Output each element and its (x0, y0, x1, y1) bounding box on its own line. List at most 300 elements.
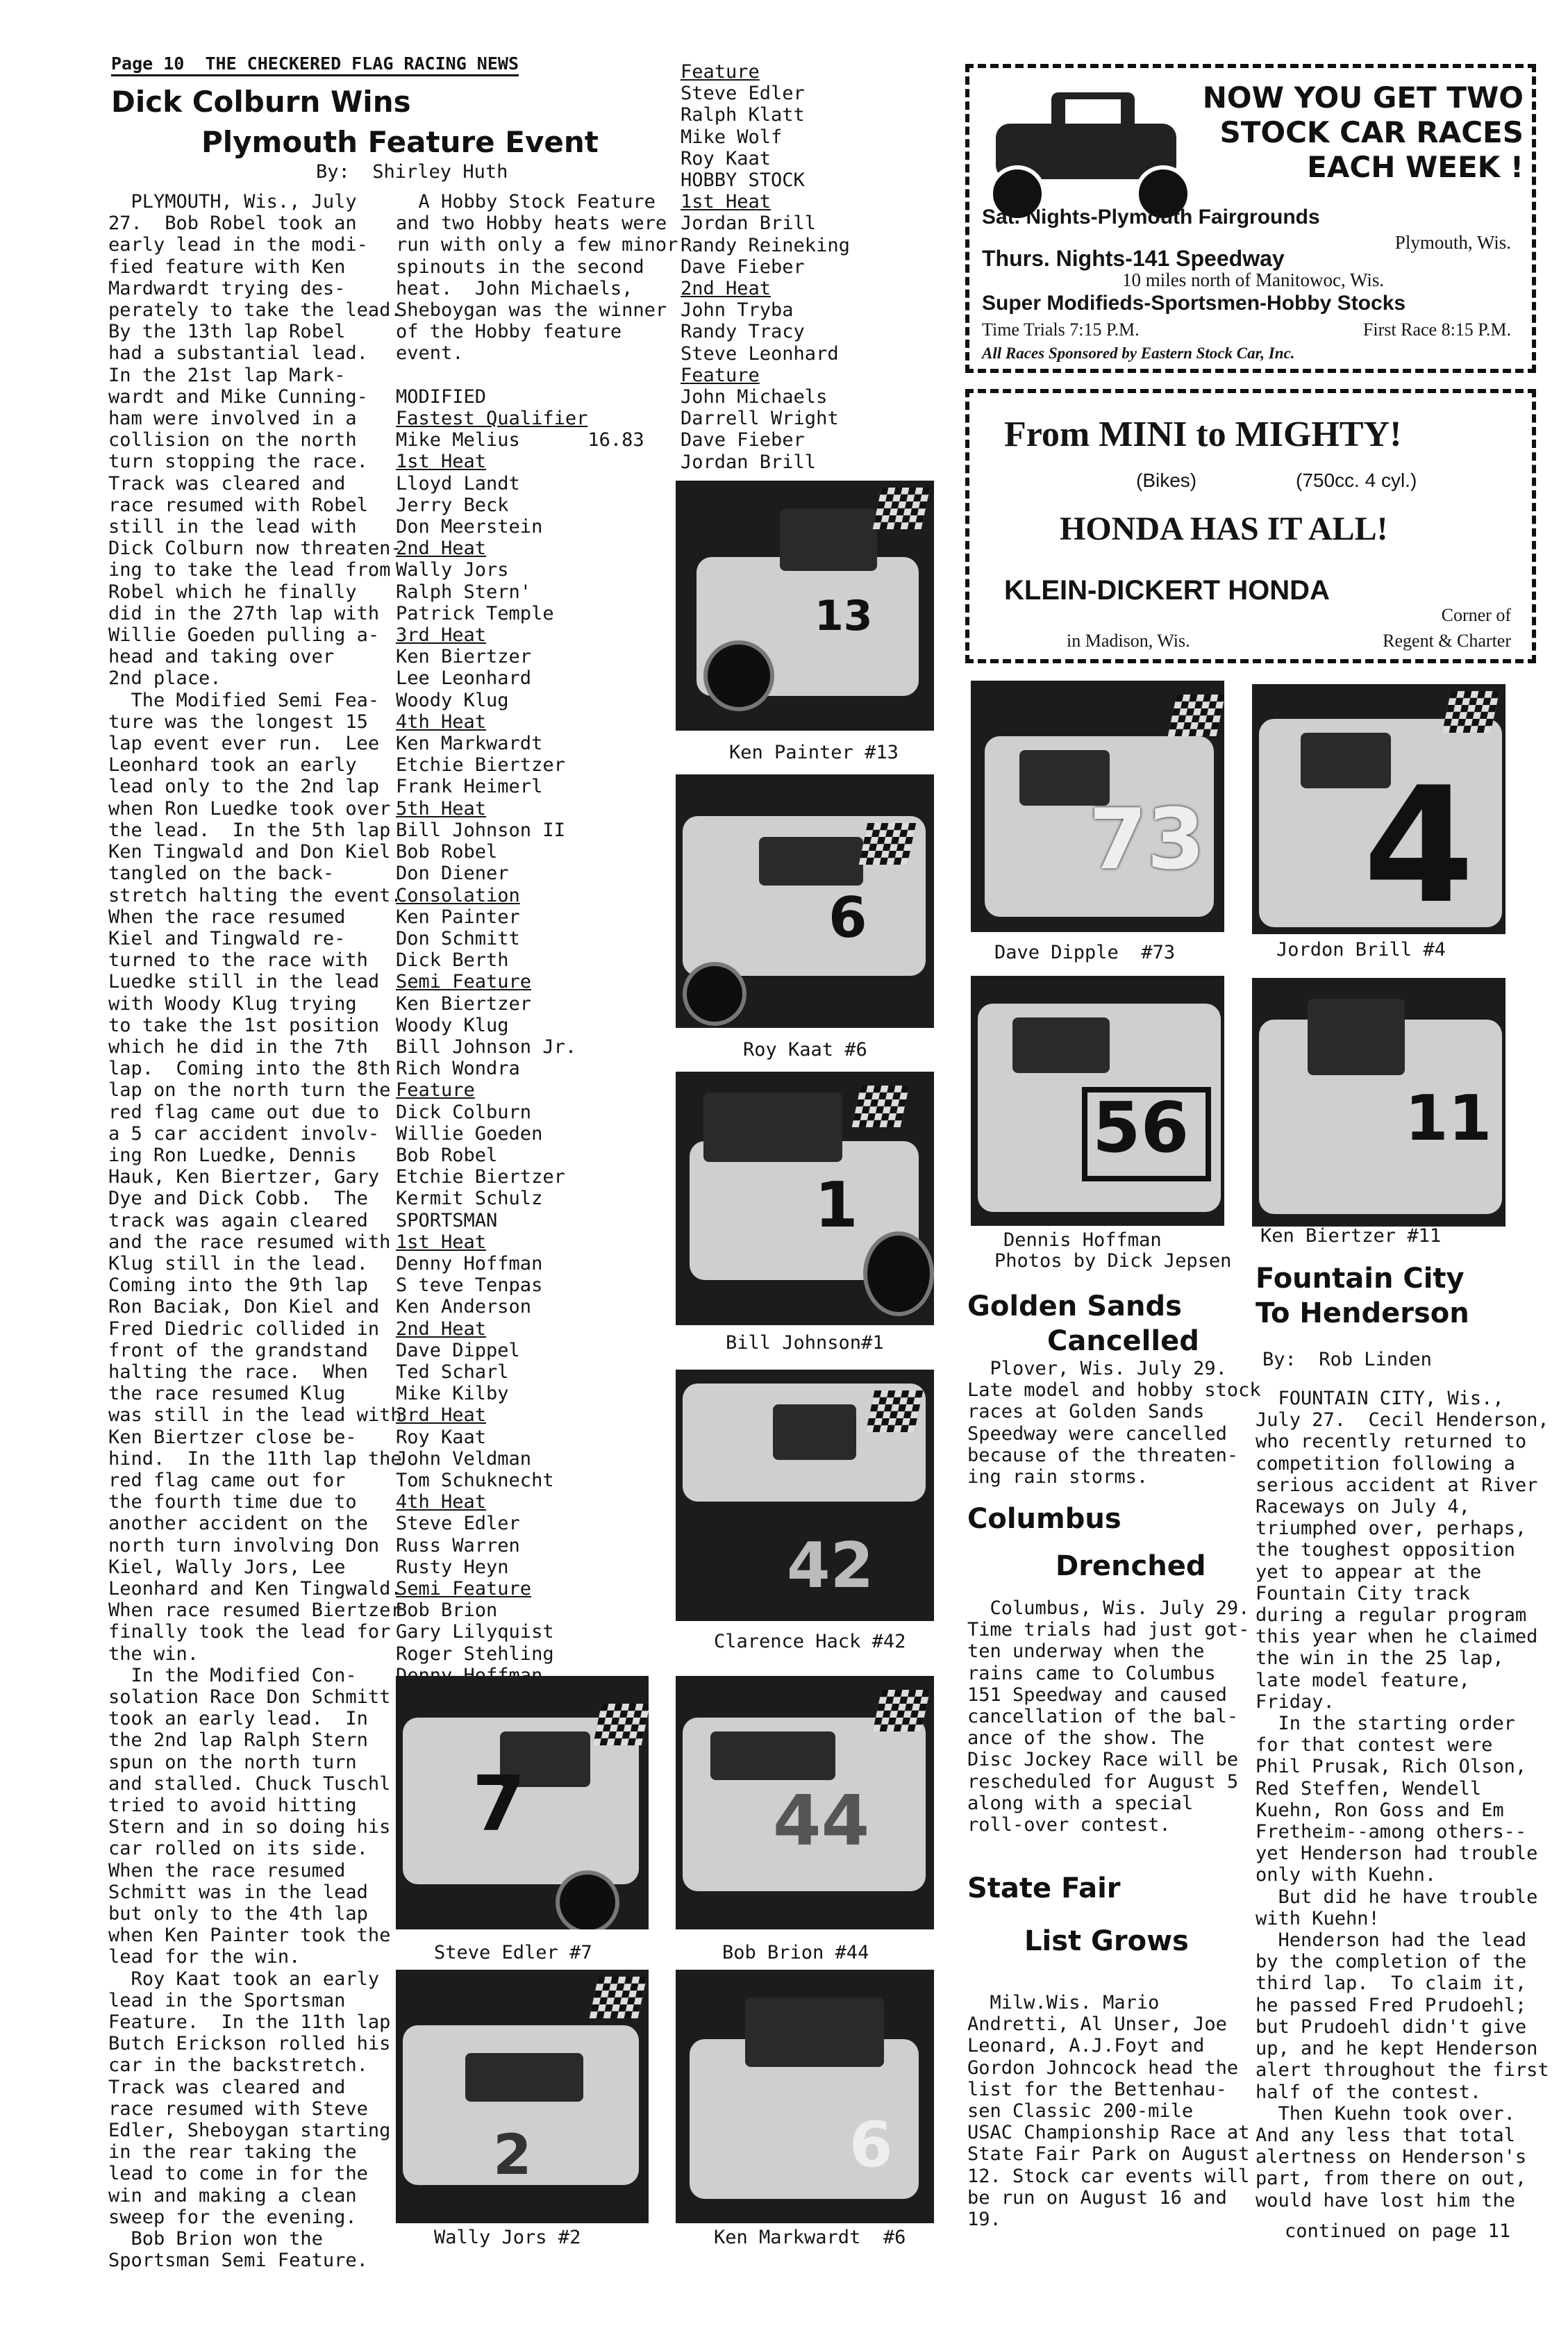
honda-dealer: KLEIN-DICKERT HONDA (1004, 575, 1330, 606)
ad-races-headline (1203, 81, 1524, 185)
race-photo-ken-biertzer (1252, 978, 1506, 1227)
golden-sands-headline-2: Cancelled (1047, 1325, 1199, 1357)
main-headline-line-1: Dick Colburn Wins (111, 85, 411, 119)
text-line: fied feature with Ken (108, 256, 346, 278)
text-line: tangled on the back- (108, 863, 335, 885)
text-line: Dick Colburn now threaten- (108, 538, 402, 560)
photo-caption-bill-johnson: Bill Johnson#1 (726, 1332, 884, 1354)
text-line: Ken Tingwald and Don Kiel (108, 841, 391, 863)
text-line: 1st Heat (396, 451, 487, 473)
text-line: Wally Jors (396, 559, 509, 581)
text-line: Consolation (396, 884, 520, 906)
text-line: and stalled. Chuck Tuschl (108, 1772, 391, 1795)
text-line: USAC Championship Race at (967, 2122, 1250, 2144)
honda-cc: (750cc. 4 cyl.) (1296, 470, 1417, 491)
ad-honda (965, 389, 1536, 663)
text-line: car rolled on its side. (108, 1838, 368, 1860)
text-line: Jordan Brill (681, 451, 817, 473)
text-line: A Hobby Stock Feature (396, 191, 656, 213)
text-line: did in the 27th lap with (108, 602, 380, 624)
text-line: Woody Klug (396, 1014, 509, 1036)
text-line: SPORTSMAN (396, 1209, 498, 1231)
text-line: But did he have trouble (1256, 1886, 1538, 1908)
car-number: 4 (1363, 754, 1475, 934)
text-line: in the rear taking the (108, 2141, 357, 2163)
text-line: Ken Biertzer close be- (108, 1426, 357, 1448)
text-line: Ted Scharl (396, 1361, 509, 1383)
car-number: 2 (493, 2123, 532, 2187)
text-line: Lloyd Landt (396, 472, 520, 495)
text-line: Steve Edler (396, 1513, 520, 1535)
story-column-1 (108, 191, 402, 2272)
fountain-city-body (1256, 1388, 1547, 2211)
text-line: Frank Heimerl (396, 776, 543, 798)
text-line: who recently returned to (1256, 1431, 1527, 1453)
text-line: Randy Tracy (681, 321, 805, 343)
text-line: Steve Edler (681, 83, 805, 105)
text-line: Schmitt was in the lead (108, 1881, 368, 1903)
text-line: Roy Kaat (681, 147, 772, 169)
text-line: serious accident at River (1256, 1474, 1538, 1496)
text-line: north turn involving Don (108, 1534, 380, 1556)
text-line: sweep for the evening. (108, 2206, 357, 2228)
text-line: Hauk, Ken Biertzer, Gary (108, 1166, 380, 1188)
text-line: Rich Wondra (396, 1058, 520, 1080)
text-line: list for the Bettenhau- (967, 2078, 1227, 2100)
text-line: Dick Berth (396, 949, 509, 972)
text-line: only with Kuehn. (1256, 1864, 1437, 1886)
text-line: lead in the Sportsman (108, 1989, 346, 2011)
text-line: Leonard, A.J.Foyt and (967, 2035, 1205, 2057)
text-line: John Tryba (681, 299, 794, 322)
text-line: July 27. Cecil Henderson, (1256, 1409, 1549, 1431)
text-line: lap event ever run. Lee (108, 733, 380, 755)
text-line: Steve Leonhard (681, 342, 839, 365)
text-line: the toughest opposition (1256, 1539, 1515, 1561)
state-fair-headline-1: State Fair (967, 1872, 1121, 1904)
text-line: Fred Diedric collided in (108, 1318, 380, 1340)
text-line: Roy Kaat (396, 1426, 487, 1448)
text-line: yet Henderson had trouble (1256, 1843, 1538, 1865)
text-line: part, from there on out, (1256, 2168, 1527, 2190)
text-line: Fountain City track (1256, 1582, 1470, 1604)
text-line: but only to the 4th lap (108, 1903, 368, 1925)
ad-thursday-line: Thurs. Nights-141 Speedway (982, 246, 1285, 271)
text-line: of the Hobby feature (396, 321, 622, 343)
text-line: competition following a (1256, 1452, 1515, 1474)
text-line: third lap. To claim it, (1256, 1972, 1527, 1995)
text-line: S teve Tenpas (396, 1274, 543, 1297)
honda-city: in Madison, Wis. (1067, 631, 1190, 651)
text-line: Jerry Beck (396, 494, 509, 516)
text-line: Randy Reineking (681, 234, 850, 256)
text-line: heat. John Michaels, (396, 277, 633, 299)
car-number: 73 (1089, 792, 1205, 888)
text-line: Luedke still in the lead (108, 971, 380, 993)
text-line: Speedway were cancelled (967, 1422, 1227, 1445)
text-line: for that contest were (1256, 1734, 1493, 1756)
text-line: Disc Jockey Race will be (967, 1749, 1239, 1771)
photo-credit: Photos by Dick Jepsen (994, 1250, 1232, 1272)
text-line: Feature (681, 61, 760, 83)
text-line: solation Race Don Schmitt (108, 1686, 391, 1709)
ad-headline-line: NOW YOU GET TWO (1202, 81, 1524, 115)
text-line: when Ken Painter took the (108, 1925, 391, 1947)
ad-classes-line: Super Modifieds-Sportsmen-Hobby Stocks (982, 292, 1406, 315)
text-line (396, 365, 670, 386)
honda-corner-1: Corner of (1441, 605, 1511, 625)
text-line: Don Schmitt (396, 927, 520, 949)
text-line: Bob Robel (396, 1144, 498, 1166)
text-line: And any less that total (1256, 2124, 1515, 2146)
text-line: by the completion of the (1256, 1951, 1527, 1973)
text-line: yet to appear at the (1256, 1561, 1482, 1583)
photo-caption-clarence-hack: Clarence Hack #42 (714, 1631, 906, 1652)
text-line: 12. Stock car events will (967, 2165, 1250, 2187)
text-line: 27. Bob Robel took an (108, 213, 357, 235)
race-photo-clarence-hack (676, 1370, 934, 1621)
text-line: Andretti, Al Unser, Joe (967, 2013, 1227, 2036)
text-line: early lead in the modi- (108, 234, 368, 256)
text-line: Columbus, Wis. July 29. (967, 1597, 1250, 1619)
text-line: with Kuehn! (1256, 1907, 1380, 1929)
text-line: lead to come in for the (108, 2163, 368, 2185)
text-line: Ralph Klatt (681, 104, 805, 126)
text-line: Stern and in so doing his (108, 1816, 391, 1838)
text-line: 2nd Heat (681, 278, 772, 300)
text-line: ture was the longest 15 (108, 711, 368, 733)
text-line: race resumed with Steve (108, 2097, 368, 2120)
honda-corner-2: Regent & Charter (1383, 631, 1511, 651)
text-line: Mike Melius 16.83 (396, 429, 644, 451)
ad-saturday-location: Plymouth, Wis. (1394, 232, 1511, 253)
text-line: Leonhard took an early (108, 754, 357, 776)
text-line: 1st Heat (681, 191, 772, 213)
text-line: Mike Wolf (681, 126, 783, 148)
text-line: Fretheim--among others-- (1256, 1821, 1527, 1843)
photo-caption-roy-kaat: Roy Kaat #6 (743, 1039, 867, 1061)
text-line: Ken Biertzer (396, 992, 532, 1015)
text-line: finally took the lead for (108, 1621, 391, 1643)
text-line: 5th Heat (396, 797, 487, 820)
story-column-3 (681, 61, 896, 473)
story-column-2 (396, 191, 678, 1686)
ad-headline-line: STOCK CAR RACES (1219, 115, 1524, 149)
text-line: Ken Markwardt (396, 733, 543, 755)
text-line: rescheduled for August 5 (967, 1770, 1239, 1793)
text-line: Edler, Sheboygan starting (108, 2120, 391, 2142)
text-line: Friday. (1256, 1690, 1335, 1713)
main-headline-line-2: Plymouth Feature Event (201, 125, 599, 159)
text-line: Dye and Dick Cobb. The (108, 1188, 368, 1210)
text-line: Henderson had the lead (1256, 1929, 1527, 1952)
honda-bikes: (Bikes) (1136, 470, 1197, 491)
state-fair-headline-2: List Grows (1024, 1925, 1189, 1957)
fountain-city-byline: By: Rob Linden (1262, 1349, 1432, 1370)
race-photo-dennis-hoffman (971, 976, 1224, 1226)
columbus-headline-2: Drenched (1056, 1550, 1206, 1582)
text-line: alertness on Henderson's (1256, 2146, 1527, 2168)
text-line: lead only to the 2nd lap (108, 776, 380, 798)
text-line: Rusty Heyn (396, 1556, 509, 1578)
text-line: Kuehn, Ron Goss and Em (1256, 1799, 1504, 1821)
fountain-city-continued: continued on page 11 (1285, 2220, 1511, 2242)
text-line: Kiel and Tingwald re- (108, 927, 346, 949)
race-photo-wally-jors (396, 1970, 649, 2223)
text-line: had a substantial lead. (108, 342, 368, 365)
golden-sands-body (967, 1358, 1261, 1488)
text-line: because of the threaten- (967, 1444, 1239, 1466)
text-line: the fourth time due to (108, 1491, 357, 1513)
text-line: In the 21st lap Mark- (108, 364, 346, 386)
text-line: Roger Stehling (396, 1643, 554, 1665)
text-line: Ken Painter (396, 906, 520, 928)
text-line: ing Ron Luedke, Dennis (108, 1144, 357, 1166)
text-line: Coming into the 9th lap (108, 1274, 368, 1297)
text-line: during a regular program (1256, 1604, 1527, 1627)
text-line: 4th Heat (396, 1491, 487, 1513)
text-line: 2nd place. (108, 667, 222, 690)
text-line: perately to take the lead. (108, 299, 402, 322)
text-line: race resumed with Robel (108, 494, 368, 516)
text-line: Etchie Biertzer (396, 1166, 565, 1188)
text-line: collision on the north (108, 429, 357, 451)
text-line: the 2nd lap Ralph Stern (108, 1729, 368, 1752)
ad-saturday-line: Sat. Nights-Plymouth Fairgrounds (982, 206, 1320, 229)
ad-thursday-location: 10 miles north of Manitowoc, Wis. (1122, 269, 1385, 290)
text-line: this year when he claimed (1256, 1626, 1538, 1648)
main-byline: By: Shirley Huth (316, 161, 508, 183)
text-line: still in the lead with (108, 516, 357, 538)
text-line: was still in the lead with (108, 1404, 402, 1427)
text-line: stretch halting the event. (108, 884, 402, 906)
text-line: Etchie Biertzer (396, 754, 565, 776)
text-line: to take the 1st position (108, 1014, 380, 1036)
text-line: and two Hobby heats were (396, 213, 667, 235)
text-line: Denny Hoffman (396, 1252, 543, 1274)
text-line: ham were involved in a (108, 408, 357, 430)
text-line: 4th Heat (396, 711, 487, 733)
text-line: spinouts in the second (396, 256, 644, 278)
text-line: Gordon Johncock head the (967, 2057, 1239, 2079)
text-line: Semi Feature (396, 1578, 532, 1600)
text-line: run with only a few minor (396, 234, 678, 256)
text-line: event. (396, 342, 464, 365)
text-line: turn stopping the race. (108, 451, 368, 473)
text-line: 19. (967, 2209, 1001, 2231)
text-line: red flag came out due to (108, 1101, 380, 1123)
text-line: Kiel, Wally Jors, Lee (108, 1556, 346, 1578)
text-line: the win in the 25 lap, (1256, 1647, 1504, 1670)
text-line: Feature. In the 11th lap (108, 2011, 391, 2034)
text-line: When the race resumed (108, 1859, 346, 1881)
text-line: Dave Dippel (396, 1339, 520, 1361)
text-line: Kermit Schulz (396, 1188, 543, 1210)
text-line: Roy Kaat took an early (108, 1968, 380, 1990)
text-line: The Modified Semi Fea- (108, 689, 380, 711)
photo-caption-dennis-hoffman: Dennis Hoffman (1003, 1229, 1162, 1251)
text-line: ten underway when the (967, 1640, 1205, 1663)
car-number: 56 (1092, 1087, 1190, 1168)
text-line: Klug still in the lead. (108, 1252, 368, 1274)
car-number: 42 (787, 1529, 874, 1602)
golden-sands-headline-1: Golden Sands (967, 1290, 1182, 1322)
photo-caption-bob-brion: Bob Brion #44 (722, 1942, 869, 1963)
text-line: Butch Erickson rolled his (108, 2033, 391, 2055)
text-line: Robel which he finally (108, 581, 357, 603)
text-line: Willie Goeden pulling a- (108, 624, 380, 647)
fountain-city-headline-2: To Henderson (1256, 1297, 1469, 1329)
text-line: along with a special (967, 1792, 1194, 1814)
text-line: tried to avoid hitting (108, 1795, 357, 1817)
text-line: win and making a clean (108, 2184, 357, 2207)
text-line: Sportsman Semi Feature. (108, 2250, 368, 2272)
text-line: rains came to Columbus (967, 1662, 1216, 1684)
text-line: When the race resumed (108, 906, 346, 928)
text-line: wardt and Mike Cunning- (108, 385, 368, 408)
text-line: Gary Lilyquist (396, 1621, 554, 1643)
text-line: 1st Heat (396, 1231, 487, 1253)
text-line: Woody Klug (396, 689, 509, 711)
text-line: Darrell Wright (681, 408, 839, 430)
text-line: MODIFIED (396, 385, 487, 408)
car-number: 7 (472, 1759, 526, 1848)
text-line: Feature (681, 364, 760, 386)
text-line: Lee Leonhard (396, 667, 532, 690)
text-line: When race resumed Biertzer (108, 1600, 402, 1622)
text-line: John Veldman (396, 1447, 532, 1470)
text-line: Then Kuehn took over. (1256, 2102, 1515, 2125)
text-line: triumphed over, perhaps, (1256, 1518, 1527, 1540)
ad-first-race: First Race 8:15 P.M. (1362, 319, 1511, 340)
text-line: State Fair Park on August (967, 2143, 1250, 2166)
text-line: In the starting order (1256, 1713, 1515, 1735)
honda-tagline: HONDA HAS IT ALL! (1060, 510, 1388, 547)
text-line: up, and he kept Henderson (1256, 2038, 1538, 2060)
text-line: Dick Colburn (396, 1101, 532, 1123)
text-line: Jordan Brill (681, 213, 817, 235)
text-line: roll-over contest. (967, 1814, 1171, 1836)
text-line: would have lost him the (1256, 2189, 1515, 2211)
text-line: Russ Warren (396, 1534, 520, 1556)
text-line: the lead. In the 5th lap (108, 819, 391, 841)
text-line: Mardwardt trying des- (108, 277, 346, 299)
text-line: ance of the show. The (967, 1727, 1205, 1750)
text-line: races at Golden Sands (967, 1401, 1205, 1423)
photo-caption-steve-edler: Steve Edler #7 (434, 1942, 592, 1963)
text-line: sen Classic 200-mile (967, 2100, 1194, 2123)
text-line: FOUNTAIN CITY, Wis., (1256, 1388, 1504, 1409)
text-line: turned to the race with (108, 949, 368, 972)
text-line: John Michaels (681, 386, 828, 408)
text-line: half of the contest. (1256, 2081, 1482, 2103)
text-line: Sheboygan was the winner (396, 299, 667, 322)
text-line: Track was cleared and (108, 472, 346, 495)
text-line: ing rain storms. (967, 1466, 1149, 1488)
photo-caption-wally-jors: Wally Jors #2 (434, 2227, 581, 2248)
columbus-headline-1: Columbus (967, 1503, 1121, 1535)
text-line: but Prudoehl didn't give (1256, 2016, 1527, 2038)
text-line: the race resumed Klug (108, 1383, 346, 1405)
text-line: be run on August 16 and (967, 2186, 1227, 2209)
race-photo-ken-painter (676, 481, 934, 731)
text-line: Don Diener (396, 863, 509, 885)
text-line: late model feature, (1256, 1669, 1470, 1691)
text-line: Ken Biertzer (396, 646, 532, 668)
race-photo-bill-johnson (676, 1072, 934, 1325)
text-line: PLYMOUTH, Wis., July (108, 191, 357, 213)
text-line: Ron Baciak, Don Kiel and (108, 1296, 380, 1318)
text-line: Bill Johnson II (396, 819, 565, 841)
ad-headline-line: EACH WEEK ! (1307, 150, 1524, 184)
text-line: Time trials had just got- (967, 1619, 1250, 1641)
text-line: Phil Prusak, Rich Olson, (1256, 1756, 1527, 1778)
text-line: cancellation of the bal- (967, 1706, 1239, 1728)
text-line: Ralph Stern' (396, 581, 532, 603)
text-line: Ken Anderson (396, 1296, 532, 1318)
text-line: spun on the north turn (108, 1751, 357, 1773)
car-number: 6 (828, 886, 867, 950)
text-line: halting the race. When (108, 1361, 368, 1383)
photo-caption-ken-biertzer: Ken Biertzer #11 (1260, 1225, 1442, 1247)
text-line: and the race resumed with (108, 1231, 391, 1253)
text-line: By the 13th lap Robel (108, 321, 346, 343)
text-line: Tom Schuknecht (396, 1469, 554, 1491)
text-line: hind. In the 11th lap the (108, 1447, 402, 1470)
ad-stock-car-races (965, 64, 1536, 373)
text-line: Bob Robel (396, 841, 498, 863)
text-line: Feature (396, 1079, 475, 1102)
honda-headline: From MINI to MIGHTY! (1004, 415, 1402, 454)
car-number: 6 (849, 2109, 893, 2182)
text-line: when Ron Luedke took over (108, 797, 391, 820)
text-line: Bill Johnson Jr. (396, 1036, 577, 1058)
text-line: with Woody Klug trying (108, 992, 357, 1015)
race-photo-roy-kaat (676, 774, 934, 1028)
text-line: Mike Kilby (396, 1383, 509, 1405)
text-line: Bob Brion won the (108, 2228, 323, 2250)
text-line: alert throughout the first (1256, 2059, 1549, 2082)
race-photo-dave-dipple (971, 681, 1224, 932)
text-line: Late model and hobby stock (967, 1379, 1261, 1402)
text-line: 2nd Heat (396, 1318, 487, 1340)
text-line: In the Modified Con- (108, 1664, 357, 1686)
photo-caption-dave-dipple: Dave Dipple #73 (994, 942, 1176, 963)
text-line: he passed Fred Prudoehl; (1256, 1994, 1527, 2016)
text-line: Willie Goeden (396, 1122, 543, 1145)
race-photo-bob-brion (676, 1676, 934, 1929)
text-line: car in the backstretch. (108, 2054, 368, 2077)
text-line: lap on the north turn the (108, 1079, 391, 1102)
race-photo-ken-markwardt (676, 1970, 934, 2223)
ad-sponsor: All Races Sponsored by Eastern Stock Car, Inc. (982, 344, 1295, 362)
text-line: lead for the win. (108, 1946, 301, 1968)
columbus-body (967, 1597, 1252, 1836)
text-line: the win. (108, 1643, 199, 1665)
text-line: Fastest Qualifier (396, 408, 588, 430)
text-line: Patrick Temple (396, 602, 554, 624)
text-line: head and taking over (108, 646, 335, 668)
car-number: 1 (815, 1169, 858, 1242)
text-line: 3rd Heat (396, 1404, 487, 1427)
text-line: which he did in the 7th (108, 1036, 368, 1058)
text-line: HOBBY STOCK (681, 169, 805, 192)
text-line: Semi Feature (396, 971, 532, 993)
text-line: took an early lead. In (108, 1708, 368, 1730)
text-line: red flag came out for (108, 1469, 346, 1491)
text-line: Dave Fieber (681, 429, 805, 451)
photo-caption-ken-painter: Ken Painter #13 (729, 742, 899, 763)
